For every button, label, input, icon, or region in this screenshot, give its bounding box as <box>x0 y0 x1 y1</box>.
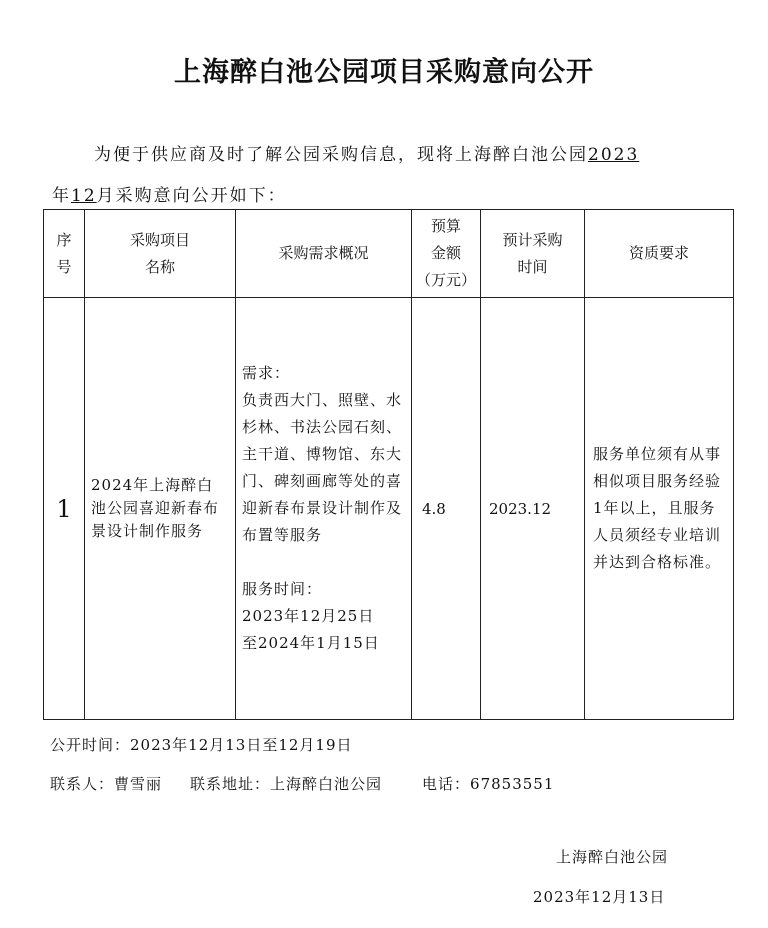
header-no-line-1: 序 <box>56 230 72 249</box>
intro-year: 2023 <box>588 145 640 165</box>
header-budget <box>412 210 481 298</box>
header-desc: 采购需求概况 <box>236 210 412 298</box>
header-no <box>44 210 85 298</box>
header-budget-line-3: （万元） <box>415 271 476 289</box>
intro-text: 为便于供应商及时了解公园采购信息，现将上海醉白池公园 <box>94 145 588 165</box>
cell-time: 2023.12 <box>481 298 585 720</box>
desc-label: 需求： <box>242 364 291 382</box>
intro-month: 12 <box>71 186 97 206</box>
service-time-label: 服务时间： <box>242 580 323 598</box>
procurement-table <box>43 209 734 720</box>
intro-year-suffix: 年 <box>52 186 71 206</box>
header-time-line-2: 时间 <box>517 257 548 276</box>
header-time <box>481 210 585 298</box>
intro-line-1 <box>94 140 639 165</box>
contact-line <box>50 773 554 794</box>
header-no-line-2: 号 <box>56 257 72 276</box>
contact-person: 联系人：曹雪丽 <box>50 775 163 793</box>
header-name-line-1: 采购项目 <box>129 230 190 249</box>
signature-date: 2023年12月13日 <box>533 888 666 906</box>
header-qual: 资质要求 <box>585 210 734 298</box>
service-time-from: 2023年12月25日 <box>242 607 375 625</box>
cell-desc <box>236 298 412 720</box>
cell-no: 1 <box>44 298 85 720</box>
cell-qual: 服务单位须有从事相似项目服务经验1年以上，且服务人员须经专业培训并达到合格标准。 <box>585 298 734 720</box>
table-header-row <box>44 210 734 298</box>
header-name-line-2: 名称 <box>144 257 175 276</box>
header-time-line-1: 预计采购 <box>502 230 563 249</box>
cell-name: 2024年上海醉白池公园喜迎新春布景设计制作服务 <box>85 298 236 720</box>
intro-line-2 <box>52 181 287 206</box>
desc-body: 负责西大门、照壁、水杉林、书法公园石刻、主干道、博物馆、东大门、碑刻画廊等处的喜迎新春布景设计制作及布置等服务 <box>242 391 403 544</box>
cell-budget: 4.8 <box>412 298 481 720</box>
contact-phone: 电话：67853551 <box>422 775 555 793</box>
header-name <box>85 210 236 298</box>
header-budget-line-1: 预算 <box>430 217 461 235</box>
table-row <box>44 298 734 720</box>
service-time-to: 至2024年1月15日 <box>242 634 380 652</box>
signature-org: 上海醉白池公园 <box>556 848 669 866</box>
publish-time: 公开时间：2023年12月13日至12月19日 <box>50 736 353 754</box>
intro-text-2: 月采购意向公开如下： <box>96 186 287 206</box>
desc-spacer <box>242 549 405 576</box>
contact-address: 联系地址：上海醉白池公园 <box>190 775 383 793</box>
header-budget-line-2: 金额 <box>430 244 461 262</box>
page-title: 上海醉白池公园项目采购意向公开 <box>174 57 594 88</box>
